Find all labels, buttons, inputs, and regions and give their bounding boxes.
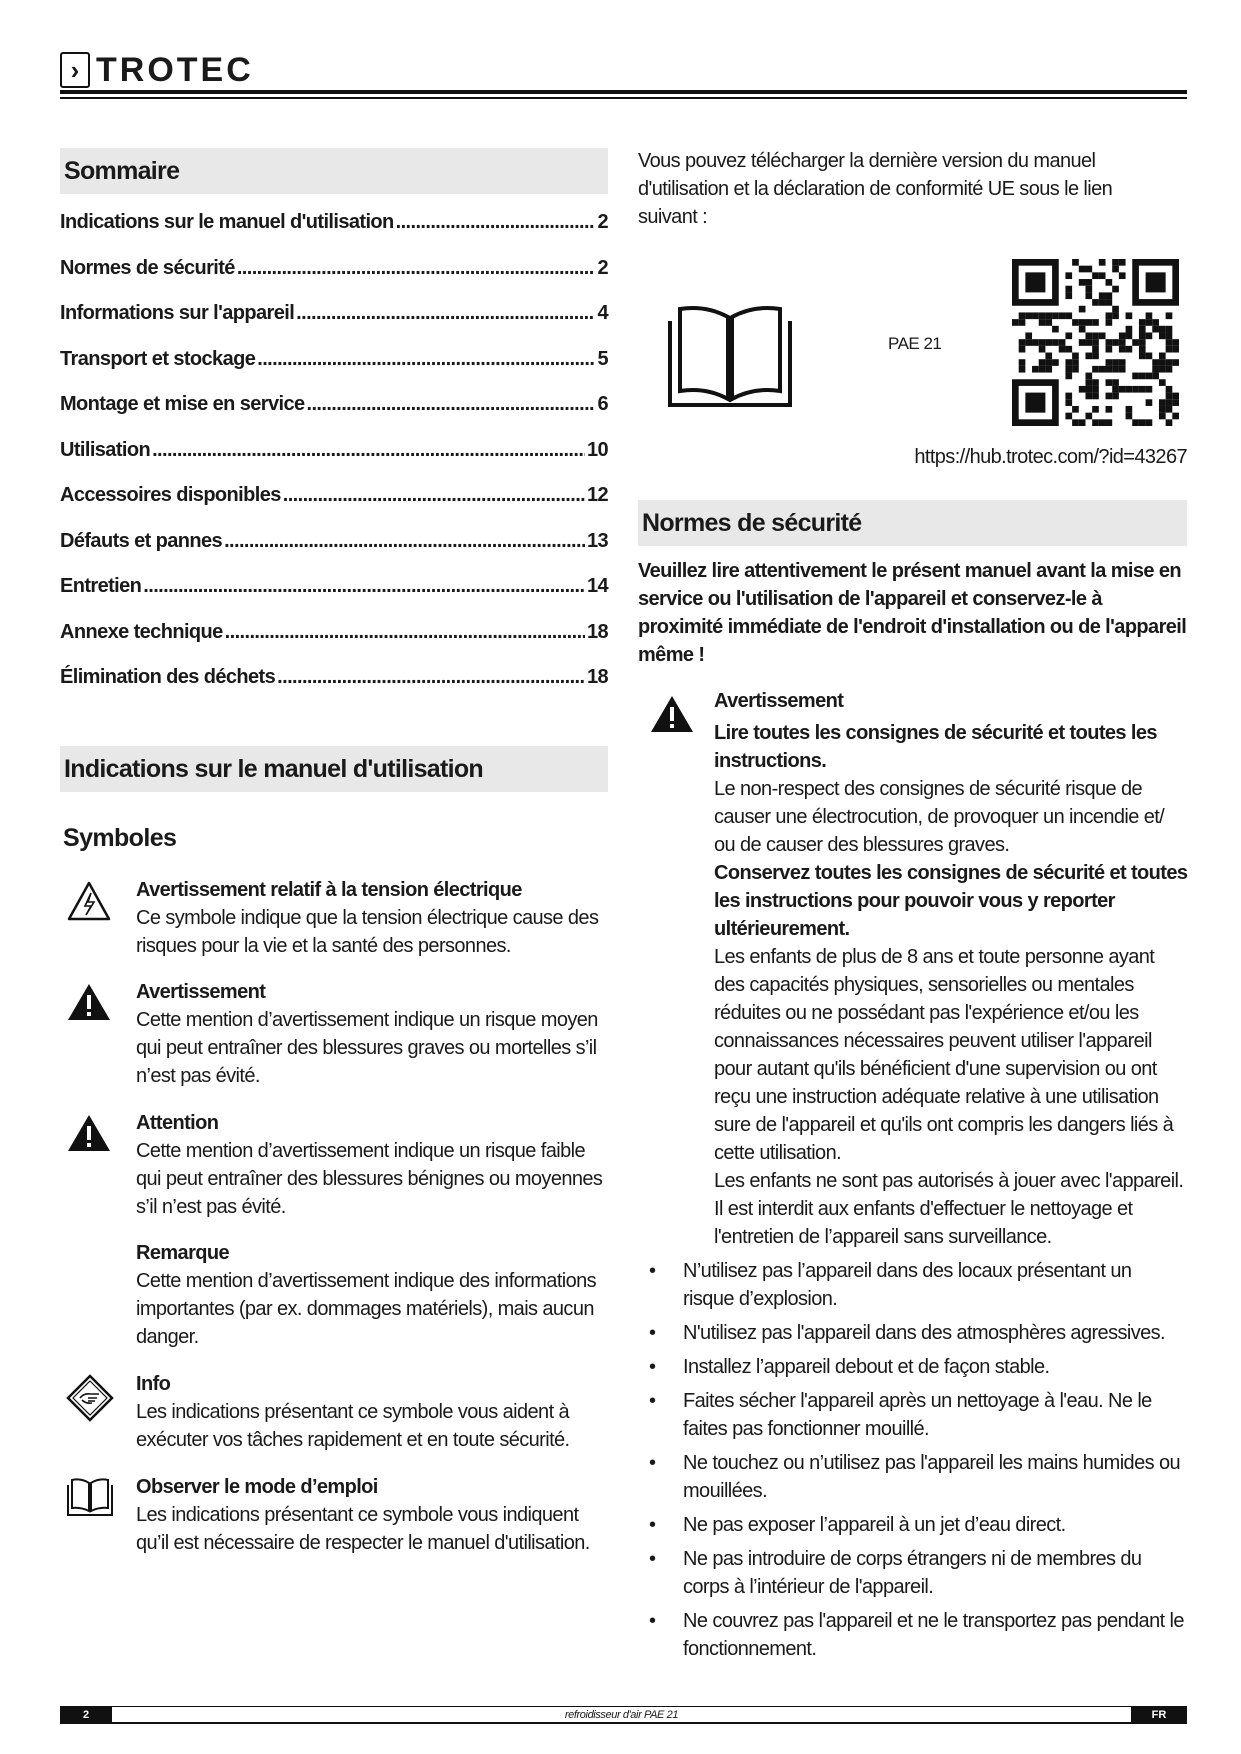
qr-module (1065, 292, 1072, 299)
qr-module (1159, 413, 1166, 420)
qr-module (1099, 419, 1106, 426)
toc-page: 2 (597, 211, 608, 233)
qr-module (1152, 373, 1159, 380)
qr-module (1159, 406, 1166, 413)
qr-module (1065, 413, 1072, 420)
qr-module (1166, 366, 1173, 373)
qr-module (1106, 346, 1113, 353)
qr-module (1106, 319, 1113, 326)
qr-module (1092, 299, 1099, 306)
qr-module (1085, 332, 1092, 339)
qr-module (1112, 366, 1119, 373)
qr-module (1099, 259, 1106, 266)
qr-module (1072, 353, 1079, 360)
symbol-title: Observer le mode d’emploi (136, 1476, 378, 1498)
qr-module (1166, 346, 1173, 353)
qr-module (1146, 419, 1153, 426)
table-of-contents (60, 211, 608, 712)
qr-module (1172, 359, 1179, 366)
qr-module (1139, 353, 1146, 360)
header-rule-thin (60, 97, 1187, 99)
qr-module (1159, 366, 1166, 373)
symbol-entry (60, 978, 608, 1088)
qr-module (1045, 366, 1052, 373)
toc-label: Défauts et pannes (60, 529, 223, 552)
toc-entry[interactable] (60, 393, 608, 439)
toc-page: 18 (586, 620, 608, 643)
safety-intro: Veuillez lire attentivement le présent manuel avant la mise en service ou l'utilisation de l'appareil et conservez-le à proximité immédiate de l'endroit d'installation ou de l'appareil même ! (638, 560, 1187, 666)
qr-module (1072, 406, 1079, 413)
toc-leader (257, 348, 595, 371)
toc-entry[interactable] (60, 621, 608, 667)
qr-module (1126, 386, 1133, 393)
qr-module (1085, 379, 1092, 386)
qr-module (1132, 339, 1139, 346)
toc-leader (296, 302, 595, 325)
qr-module (1159, 353, 1166, 360)
qr-module (1139, 332, 1146, 339)
qr-module (1092, 272, 1099, 279)
safety-bullet: • Ne pas exposer l’appareil à un jet d’eau direct. (638, 1511, 1187, 1539)
toc-page: 2 (597, 256, 608, 279)
qr-module (1126, 332, 1133, 339)
qr-module (1092, 419, 1099, 426)
warning-keep-instructions: Conservez toutes les consignes de sécurité et toutes les instructions pour pouvoir vous y reporter ultérieurement. (714, 862, 1188, 940)
electric-warning-icon (66, 880, 116, 926)
qr-module (1065, 286, 1072, 293)
indications-heading: Indications sur le manuel d'utilisation (60, 746, 608, 792)
toc-page: 13 (586, 529, 608, 552)
qr-module (1065, 399, 1072, 406)
safety-bullet: • Ne touchez ou n’utilisez pas l'appareil les mains humides ou mouillées. (638, 1449, 1187, 1505)
qr-module (1119, 332, 1126, 339)
qr-module (1079, 326, 1086, 333)
qr-module (1025, 339, 1032, 346)
qr-module (1119, 339, 1126, 346)
qr-module (1045, 339, 1052, 346)
safety-bullet-list (638, 1257, 1187, 1669)
toc-entry[interactable] (60, 302, 608, 348)
qr-module (1106, 406, 1113, 413)
toc-label: Transport et stockage (60, 347, 256, 370)
qr-module (1092, 353, 1099, 360)
download-text: Vous pouvez télécharger la dernière version du manuel d'utilisation et la déclaration de conformité UE sous le lien suivant : (638, 150, 1113, 228)
toc-label: Élimination des déchets (60, 666, 276, 688)
qr-module (1159, 379, 1166, 386)
qr-module (1092, 406, 1099, 413)
warning-children-play: Les enfants ne sont pas autorisés à jouer avec l'appareil. Il est interdit aux enfants d'effectuer le nettoyage et l'entretien de l’appareil sans surveillance. (714, 1170, 1184, 1248)
symbol-entry (60, 1370, 608, 1480)
qr-module (1112, 359, 1119, 366)
qr-module (1112, 306, 1119, 313)
qr-module (1039, 339, 1046, 346)
toc-leader (283, 484, 585, 507)
qr-module (1119, 346, 1126, 353)
qr-module (1019, 319, 1026, 326)
qr-module (1139, 346, 1146, 353)
qr-module (1085, 339, 1092, 346)
qr-module (1092, 332, 1099, 339)
toc-label: Entretien (60, 575, 142, 597)
symbol-description: Cette mention d’avertissement indique des informations importantes (par ex. dommages matériels), mais aucun danger. (136, 1270, 597, 1348)
qr-module (1039, 312, 1046, 319)
qr-module (1039, 319, 1046, 326)
safety-bullet: • Ne pas introduire de corps étrangers ni de membres du corps à l’intérieur de l'appareil. (638, 1545, 1187, 1601)
qr-module (1152, 359, 1159, 366)
qr-module (1106, 312, 1113, 319)
qr-module (1092, 386, 1099, 393)
qr-module (1019, 346, 1026, 353)
qr-module (1172, 399, 1179, 406)
toc-entry[interactable] (60, 257, 608, 303)
qr-module (1106, 292, 1113, 299)
qr-module (1106, 359, 1113, 366)
footer-title: refroidisseur d'air PAE 21 (564, 1708, 679, 1721)
qr-module (1045, 353, 1052, 360)
qr-module (1126, 346, 1133, 353)
qr-module (1092, 346, 1099, 353)
toc-page: 10 (586, 438, 608, 461)
toc-leader (396, 211, 596, 234)
qr-module (1166, 399, 1173, 406)
safety-heading: Normes de sécurité (638, 500, 1187, 546)
qr-module (1065, 359, 1072, 366)
warning-icon (66, 982, 116, 1028)
qr-module (1052, 312, 1059, 319)
symbol-title: Avertissement (136, 981, 266, 1003)
header-rule (60, 90, 1187, 94)
manual-book-icon (66, 1477, 116, 1523)
warning-icon (649, 694, 695, 734)
qr-module (1085, 286, 1092, 293)
qr-module (1045, 319, 1052, 326)
qr-module (1106, 299, 1113, 306)
qr-module (1106, 419, 1113, 426)
qr-module (1159, 332, 1166, 339)
model-label: PAE 21 (888, 334, 942, 353)
qr-module (1119, 272, 1126, 279)
qr-module (1139, 326, 1146, 333)
qr-module (1052, 339, 1059, 346)
caution-icon (66, 1113, 116, 1159)
qr-module (1079, 386, 1086, 393)
qr-module (1019, 339, 1026, 346)
toc-page: 14 (586, 575, 608, 597)
qr-module (1106, 379, 1113, 386)
symbol-description: Ce symbole indique que la tension électrique cause des risques pour la vie et la santé des personnes. (136, 907, 599, 957)
symbol-title: Avertissement relatif à la tension électrique (136, 879, 522, 901)
toc-entry[interactable] (60, 348, 608, 394)
qr-code[interactable] (1012, 259, 1179, 426)
qr-module (1019, 366, 1026, 373)
qr-module (1166, 312, 1173, 319)
qr-module (1072, 319, 1079, 326)
qr-module (1079, 419, 1086, 426)
qr-module (1152, 326, 1159, 333)
toc-leader (277, 666, 585, 689)
qr-module (1146, 353, 1153, 360)
qr-module (1172, 339, 1179, 346)
qr-module (1039, 359, 1046, 366)
qr-module (1079, 279, 1086, 286)
toc-label: Indications sur le manuel d'utilisation (60, 211, 394, 233)
qr-module (1159, 326, 1166, 333)
qr-module (1065, 332, 1072, 339)
qr-module (1106, 393, 1113, 400)
symbol-entry (60, 876, 608, 986)
qr-module (1099, 272, 1106, 279)
qr-module (1172, 393, 1179, 400)
safety-bullet: • Faites sécher l'appareil après un nettoyage à l'eau. Ne le faites pas fonctionner mouillé. (638, 1387, 1187, 1443)
warning-title: Avertissement (714, 690, 844, 712)
qr-module (1139, 339, 1146, 346)
qr-module (1032, 366, 1039, 373)
qr-module (1045, 312, 1052, 319)
toc-leader (224, 530, 585, 553)
qr-module (1172, 346, 1179, 353)
page-footer (60, 1706, 1187, 1724)
qr-module (1059, 339, 1066, 346)
symbol-description: Cette mention d’avertissement indique un risque faible qui peut entraîner des blessures bénignes ou moyennes s’il n’est pas évité. (136, 1140, 603, 1218)
toc-entry[interactable] (60, 575, 608, 621)
toc-leader (143, 575, 585, 598)
qr-module (1112, 339, 1119, 346)
qr-module (1072, 366, 1079, 373)
warning-text: Le non-respect des consignes de sécurité risque de causer une électrocution, de provoquer un incendie et/ ou de causer des blessures graves. (714, 778, 1165, 856)
qr-module (1166, 339, 1173, 346)
logo-chevron-icon: › (60, 52, 90, 88)
qr-module (1139, 386, 1146, 393)
symbol-entry (60, 1473, 608, 1583)
qr-module (1099, 292, 1106, 299)
qr-module (1025, 312, 1032, 319)
qr-module (1065, 346, 1072, 353)
symbol-description: Cette mention d’avertissement indique un risque moyen qui peut entraîner des blessures graves ou mortelles s’il n’est pas évité. (136, 1009, 598, 1087)
qr-module (1132, 373, 1139, 380)
qr-module (1126, 413, 1133, 420)
info-hand-icon (66, 1374, 116, 1420)
language-code: FR (1131, 1707, 1187, 1722)
toc-page: 6 (597, 393, 608, 415)
page-number: 2 (60, 1707, 112, 1722)
qr-module (1112, 379, 1119, 386)
qr-module (1099, 366, 1106, 373)
toc-label: Montage et mise en service (60, 393, 305, 415)
qr-module (1132, 419, 1139, 426)
qr-module (1099, 299, 1106, 306)
qr-module (1152, 319, 1159, 326)
qr-module (1092, 339, 1099, 346)
qr-module (1166, 326, 1173, 333)
toc-entry[interactable] (60, 666, 608, 712)
qr-module (1126, 406, 1133, 413)
toc-label: Annexe technique (60, 620, 223, 643)
qr-module (1012, 319, 1019, 326)
qr-module (1139, 319, 1146, 326)
qr-module (1079, 306, 1086, 313)
qr-module (1032, 312, 1039, 319)
toc-entry[interactable] (60, 439, 608, 485)
qr-module (1112, 266, 1119, 273)
qr-module (1146, 332, 1153, 339)
qr-module (1092, 366, 1099, 373)
symbol-description: Les indications présentant ce symbole vous indiquent qu’il est nécessaire de respecter le manuel d'utilisation. (136, 1504, 590, 1554)
qr-module (1166, 332, 1173, 339)
symbol-description: Les indications présentant ce symbole vous aident à exécuter vos tâches rapidement et en toute sécurité. (136, 1401, 570, 1451)
qr-module (1106, 279, 1113, 286)
qr-module (1085, 292, 1092, 299)
qr-module (1106, 366, 1113, 373)
qr-module (1072, 419, 1079, 426)
qr-module (1146, 399, 1153, 406)
qr-module (1126, 312, 1133, 319)
qr-module (1146, 319, 1153, 326)
qr-module (1106, 339, 1113, 346)
qr-module (1079, 339, 1086, 346)
qr-module (1072, 359, 1079, 366)
toc-label: Normes de sécurité (60, 256, 235, 279)
toc-label: Informations sur l'appareil (60, 302, 295, 324)
qr-module (1052, 359, 1059, 366)
qr-module (1172, 413, 1179, 420)
symbols-heading: Symboles (63, 824, 177, 852)
qr-module (1085, 386, 1092, 393)
qr-module (1159, 399, 1166, 406)
qr-module (1039, 366, 1046, 373)
qr-module (1166, 393, 1173, 400)
qr-module (1079, 266, 1086, 273)
toc-heading: Sommaire (60, 148, 608, 194)
qr-module (1085, 279, 1092, 286)
qr-module (1152, 366, 1159, 373)
qr-module (1132, 386, 1139, 393)
toc-entry[interactable] (60, 530, 608, 576)
toc-page: 12 (586, 484, 608, 506)
qr-module (1039, 346, 1046, 353)
toc-leader (307, 393, 596, 416)
safety-warning-block (714, 687, 1189, 1251)
safety-bullet: • Ne couvrez pas l'appareil et ne le transportez pas pendant le fonctionnement. (638, 1607, 1187, 1663)
qr-module (1146, 312, 1153, 319)
qr-module (1092, 319, 1099, 326)
qr-module (1085, 353, 1092, 360)
qr-module (1119, 359, 1126, 366)
qr-module (1119, 366, 1126, 373)
toc-label: Accessoires disponibles (60, 484, 281, 506)
toc-label: Utilisation (60, 438, 151, 461)
toc-entry[interactable] (60, 484, 608, 530)
qr-module (1166, 386, 1173, 393)
toc-page: 18 (586, 666, 608, 688)
qr-module (1085, 393, 1092, 400)
qr-module (1019, 359, 1026, 366)
qr-module (1166, 419, 1173, 426)
qr-module (1166, 406, 1173, 413)
qr-module (1059, 312, 1066, 319)
qr-module (1112, 312, 1119, 319)
qr-module (1025, 332, 1032, 339)
qr-module (1139, 419, 1146, 426)
download-link[interactable]: https://hub.trotec.com/?id=43267 (914, 446, 1187, 468)
qr-module (1119, 259, 1126, 266)
qr-module (1059, 346, 1066, 353)
qr-module (1139, 373, 1146, 380)
qr-module (1065, 373, 1072, 380)
qr-module (1092, 393, 1099, 400)
qr-module (1019, 312, 1026, 319)
symbol-entry (60, 1239, 608, 1349)
safety-bullet: • Installez l’appareil debout et de façon stable. (638, 1353, 1187, 1381)
manual-book-icon (666, 303, 794, 409)
qr-module (1065, 272, 1072, 279)
qr-module (1032, 339, 1039, 346)
symbol-entry (60, 1109, 608, 1219)
logo-text: TROTEC (96, 51, 254, 89)
toc-leader (225, 621, 585, 644)
qr-module (1085, 266, 1092, 273)
qr-module (1065, 312, 1072, 319)
toc-leader (152, 439, 585, 462)
qr-module (1146, 386, 1153, 393)
qr-module (1166, 359, 1173, 366)
safety-bullet: • N'utilisez pas l'appareil dans des atmosphères agressives. (638, 1319, 1187, 1347)
safety-bullet: • N’utilisez pas l’appareil dans des locaux présentant un risque d’explosion. (638, 1257, 1187, 1313)
warning-children-text: Les enfants de plus de 8 ans et toute personne ayant des capacités physiques, sensorielles ou mentales réduites ou ne possédant pas l'expérience et/ou les connaissances nécessaires peuvent utiliser l'appareil pour autant qu'ils bénéficient d'une supervision ou ont reçu une instruction adéquate relative à une utilisation sure de l'appareil et qu'ils ont compris les dangers liés à cette utilisation. (714, 946, 1174, 1164)
qr-module (1159, 359, 1166, 366)
qr-module (1085, 373, 1092, 380)
qr-module (1045, 359, 1052, 366)
qr-module (1052, 326, 1059, 333)
qr-module (1079, 319, 1086, 326)
qr-module (1146, 373, 1153, 380)
qr-module (1092, 379, 1099, 386)
qr-module (1112, 386, 1119, 393)
trotec-logo (60, 52, 254, 88)
toc-entry[interactable] (60, 211, 608, 257)
toc-page: 5 (597, 347, 608, 370)
qr-module (1099, 332, 1106, 339)
qr-module (1119, 386, 1126, 393)
symbol-title: Info (136, 1373, 171, 1395)
qr-module (1085, 319, 1092, 326)
qr-module (1072, 259, 1079, 266)
qr-module (1112, 393, 1119, 400)
toc-leader (237, 257, 596, 280)
symbol-title: Attention (136, 1112, 219, 1134)
symbol-title: Remarque (136, 1242, 230, 1264)
qr-module (1126, 326, 1133, 333)
qr-module (1065, 366, 1072, 373)
qr-module (1065, 393, 1072, 400)
qr-module (1112, 259, 1119, 266)
toc-page: 4 (597, 302, 608, 324)
qr-module (1085, 413, 1092, 420)
qr-module (1112, 286, 1119, 293)
warning-instructions: Lire toutes les consignes de sécurité et toutes les instructions. (714, 722, 1157, 772)
